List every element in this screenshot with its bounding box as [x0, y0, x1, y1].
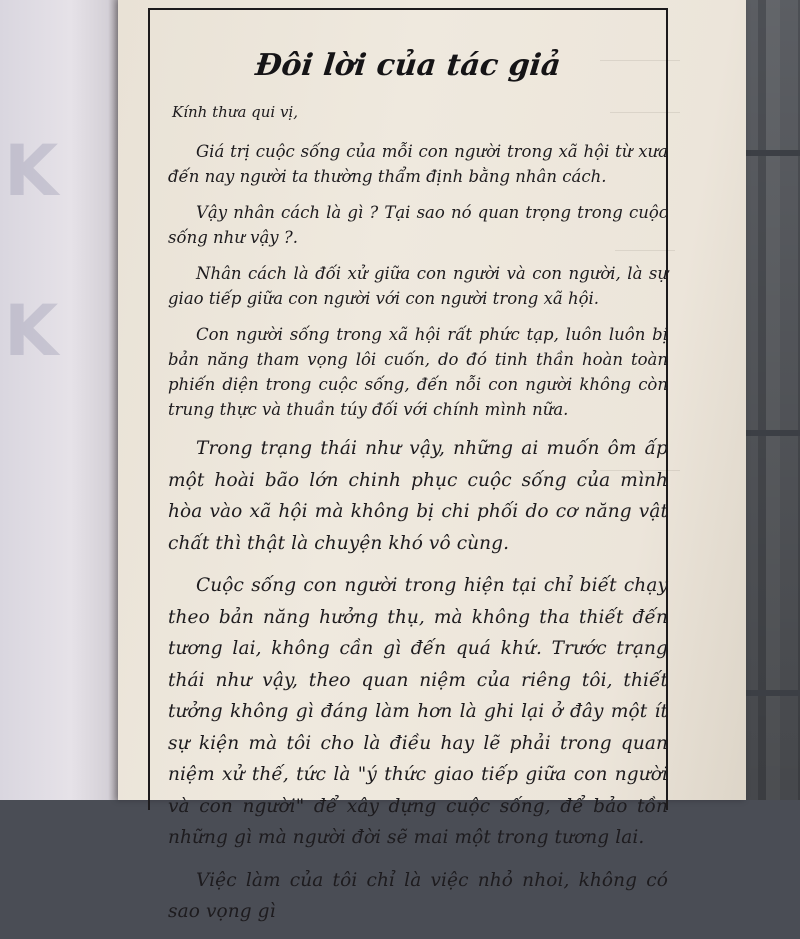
page-title: Đôi lời của tác giả: [253, 48, 563, 83]
bleed-through-mark: K: [4, 130, 59, 212]
paragraph: Vậy nhân cách là gì ? Tại sao nó quan trọng trong cuộc sống như vậy ?.: [168, 203, 668, 247]
paragraph: Cuộc sống con người trong hiện tại chỉ biết chạy theo bản năng hưởng thụ, mà không tha thiết đến tương lai, không cần gì đến quá khứ. Trước trạng thái như vậy, theo quan niệm của riêng tôi, thiết tưởng không gì đáng làm hơn là ghi lại ở đây một ít sự kiện mà tôi cho là điều hay lẽ phải trong quan niệm xử thế, tức là "ý thức giao tiếp giữa con người và con người" để xây dựng cuộc sống, để bảo tồn những gì mà người đời sẽ mai một trong tương lai.: [168, 575, 668, 848]
bleed-through-mark: K: [4, 290, 59, 372]
paragraph: Giá trị cuộc sống của mỗi con người trong xã hội từ xưa đến nay người ta thường thẩm định bằng nhân cách.: [168, 142, 668, 186]
paragraph: Nhân cách là đối xử giữa con người và con người, là sự giao tiếp giữa con người với con người trong xã hội.: [168, 264, 668, 308]
paragraph: Trong trạng thái như vậy, những ai muốn ôm ấp một hoài bão lớn chinh phục cuộc sống của mình hòa vào xã hội mà không bị chi phối do cơ năng vật chất thì thật là chuyện khó vô cùng.: [168, 438, 668, 554]
body-text: [168, 100, 668, 939]
paragraph: Việc làm của tôi chỉ là việc nhỏ nhoi, không có sao vọng gì: [168, 869, 668, 922]
previous-page: [0, 0, 118, 800]
paragraph: Con người sống trong xã hội rất phức tạp, luôn luôn bị bản năng tham vọng lôi cuốn, do đó tinh thần hoàn toàn phiến diện trong cuộc sống, đến nỗi con người không còn trung thực và thuần túy đối với chính mình nữa.: [168, 325, 668, 419]
greeting: Kính thưa qui vị,: [172, 103, 299, 121]
